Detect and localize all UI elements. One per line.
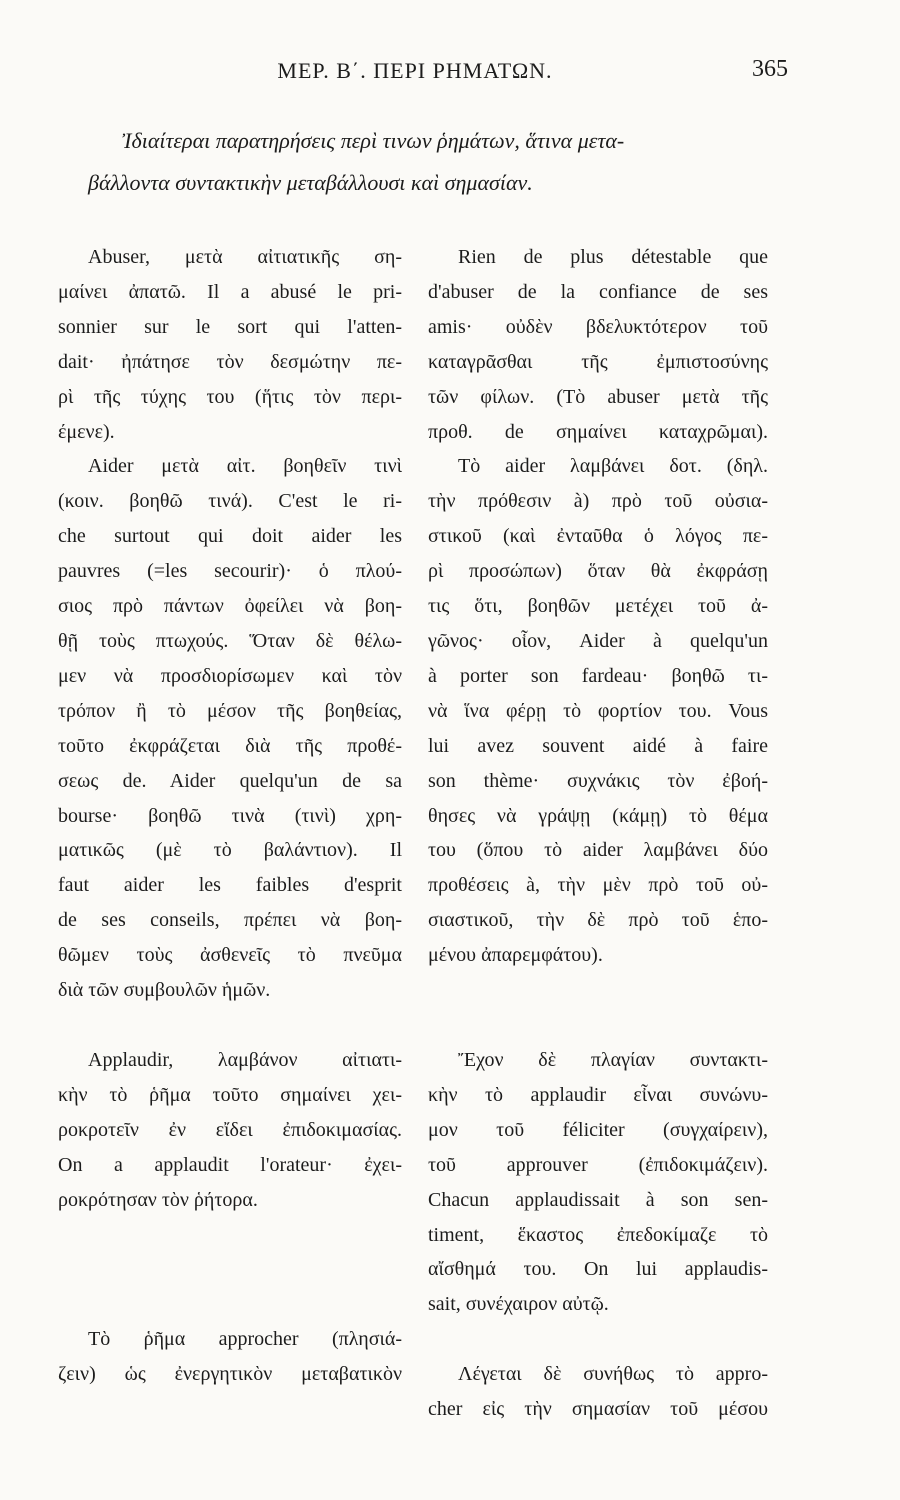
text-line: θῇ τοὺς πτωχούς. Ὅταν δὲ θέλω-: [58, 629, 402, 652]
paragraph-gap: [428, 1008, 768, 1043]
text-line: σιαστικοῦ, τὴν δὲ πρὸ τοῦ ἑπο-: [428, 909, 768, 932]
text-line: d'abuser de la confiance de ses: [428, 280, 768, 303]
left-column: [58, 240, 402, 1392]
text-line: Chacun applaudissait à son sen-: [428, 1188, 768, 1211]
text-line: sonnier sur le sort qui l'atten-: [58, 315, 402, 338]
text-line: τὴν πρόθεσιν à) πρὸ τοῦ οὐσια-: [428, 490, 768, 513]
text-line: θῶμεν τοὺς ἀσθενεῖς τὸ πνεῦμα: [58, 944, 402, 967]
text-line: lui avez souvent aidé à faire: [428, 734, 768, 757]
text-line: έμενε).: [58, 420, 115, 443]
text-line: che surtout qui doit aider les: [58, 525, 402, 548]
text-line: μένου ἀπαρεμφάτου).: [428, 944, 603, 967]
paragraph-abuser: [58, 240, 402, 449]
text-line: (κοιν. βοηθῶ τινά). C'est le ri-: [58, 490, 402, 513]
text-line: de ses conseils, πρέπει νὰ βοη-: [58, 909, 402, 932]
text-line: son thème· συχνάκις τὸν ἐβοή-: [428, 769, 768, 792]
text-line: Λέγεται δὲ συνήθως τὸ appro-: [458, 1363, 768, 1386]
text-line: ροκροτεῖν ἐν εἴδει ἐπιδοκιμασίας.: [58, 1118, 402, 1141]
text-line: ματικῶς (μὲ τὸ βαλάντιον). Il: [58, 839, 402, 862]
text-line: à porter son fardeau· βοηθῶ τι-: [428, 664, 768, 687]
paragraph-approcher-note: [428, 1357, 768, 1427]
text-line: dait· ἠπάτησε τὸν δεσμώτην πε-: [58, 350, 402, 373]
text-line: σεως de. Aider quelqu'un de sa: [58, 769, 402, 792]
text-line: τρόπον ἢ τὸ μέσον τῆς βοηθείας,: [58, 699, 402, 722]
text-line: ζειν) ὡς ἐνεργητικὸν μεταβατικὸν: [58, 1363, 402, 1386]
text-line: καταγρᾶσθαι τῆς ἐμπιστοσύνης: [428, 350, 768, 373]
text-line: του (ὅπου τὸ aider λαμβάνει δύο: [428, 839, 768, 862]
paragraph-gap: [58, 1217, 402, 1287]
text-line: sait, συνέχαιρον αὐτῷ.: [428, 1293, 609, 1316]
text-line: Τὸ ῥῆμα approcher (πλησιά-: [88, 1328, 402, 1351]
text-line: pauvres (=les secourir)· ὁ πλού-: [58, 560, 402, 583]
text-line: ρὶ προσώπων) ὅταν θὰ ἐκφράσῃ: [428, 560, 768, 583]
text-line: αἴσθημά του. On lui applaudis-: [428, 1258, 768, 1281]
text-line: Ἔχον δὲ πλαγίαν συντακτι-: [458, 1049, 768, 1072]
text-line: Rien de plus détestable que: [458, 246, 768, 268]
text-line: On a applaudit l'orateur· ἐχει-: [58, 1153, 402, 1176]
text-line: Applaudir, λαμβάνον αἰτιατι-: [88, 1048, 402, 1071]
section-heading: [88, 120, 788, 204]
text-line: Aider μετὰ αἰτ. βοηθεῖν τινὶ: [88, 455, 402, 478]
paragraph-gap: [428, 973, 768, 1008]
paragraph-aider-note: [428, 449, 768, 973]
text-line: ρὶ τῆς τύχης του (ἥτις τὸν περι-: [58, 385, 402, 408]
text-line: γῶνος· οἷον, Aider à quelqu'un: [428, 629, 768, 652]
text-line: Abuser, μετὰ αἰτιατικῆς ση-: [88, 246, 402, 268]
text-line: amis· οὐδὲν βδελυκτότερον τοῦ: [428, 315, 768, 338]
text-line: Τὸ aider λαμβάνει δοτ. (δηλ.: [458, 455, 768, 478]
paragraph-approcher: [58, 1322, 402, 1392]
text-line: τῶν φίλων. (Τὸ abuser μετὰ τῆς: [428, 385, 768, 408]
text-line: μεν νὰ προσδιορίσωμεν καὶ τὸν: [58, 664, 402, 687]
text-line: κὴν τὸ ῥῆμα τοῦτο σημαίνει χει-: [58, 1083, 402, 1106]
text-line: timent, ἕκαστος ἐπεδοκίμαζε τὸ: [428, 1223, 768, 1246]
text-line: faut aider les faibles d'esprit: [58, 874, 402, 897]
paragraph-gap: [58, 1287, 402, 1322]
text-line: cher εἰς τὴν σημασίαν τοῦ μέσου: [428, 1398, 768, 1421]
text-line: bourse· βοηθῶ τινὰ (τινὶ) χρη-: [58, 804, 402, 827]
paragraph-applaudir: [58, 1043, 402, 1218]
text-line: προθέσεις à, τὴν μὲν πρὸ τοῦ οὐ-: [428, 874, 768, 897]
text-line: θησες νὰ γράψῃ (κάμῃ) τὸ θέμα: [428, 804, 768, 827]
running-head: ΜΕΡ. Β΄. ΠΕΡΙ ΡΗΜΑΤΩΝ.: [277, 58, 553, 83]
paragraph-applaudir-note: [428, 1043, 768, 1322]
text-line: μαίνει ἀπατῶ. Il a abusé le pri-: [58, 280, 402, 303]
text-line: τοῦτο ἐκφράζεται διὰ τῆς προθέ-: [58, 734, 402, 757]
text-line: σιος πρὸ πάντων ὀφείλει νὰ βοη-: [58, 595, 402, 618]
text-line: μον τοῦ féliciter (συγχαίρειν),: [428, 1118, 768, 1141]
text-line: κὴν τὸ applaudir εἶναι συνώνυ-: [428, 1083, 768, 1106]
text-line: τοῦ approuver (ἐπιδοκιμάζειν).: [428, 1153, 768, 1176]
text-line: στικοῦ (καὶ ἐνταῦθα ὁ λόγος πε-: [428, 525, 768, 548]
paragraph-gap: [58, 1008, 402, 1043]
paragraph-abuser-example: [428, 240, 768, 449]
heading-line: βάλλοντα συντακτικὴν μεταβάλλουσι καὶ σημασίαν.: [88, 170, 533, 195]
right-column: [428, 240, 768, 1427]
text-line: διὰ τῶν συμβουλῶν ἡμῶν.: [58, 979, 271, 1002]
heading-line: Ἰδιαίτεραι παρατηρήσεις περὶ τινων ῥημάτων, ἅτινα μετα-: [122, 128, 625, 153]
paragraph-aider: [58, 449, 402, 1008]
paragraph-gap: [428, 1322, 768, 1357]
text-line: προθ. de σημαίνει καταχρῶμαι).: [428, 420, 768, 443]
text-line: ροκρότησαν τὸν ῥήτορα.: [58, 1188, 258, 1211]
text-line: τις ὅτι, βοηθῶν μετέχει τοῦ ἀ-: [428, 595, 768, 618]
text-line: νὰ ἵνα φέρῃ τὸ φορτίον του. Vous: [428, 699, 768, 722]
page-number: 365: [752, 56, 788, 82]
